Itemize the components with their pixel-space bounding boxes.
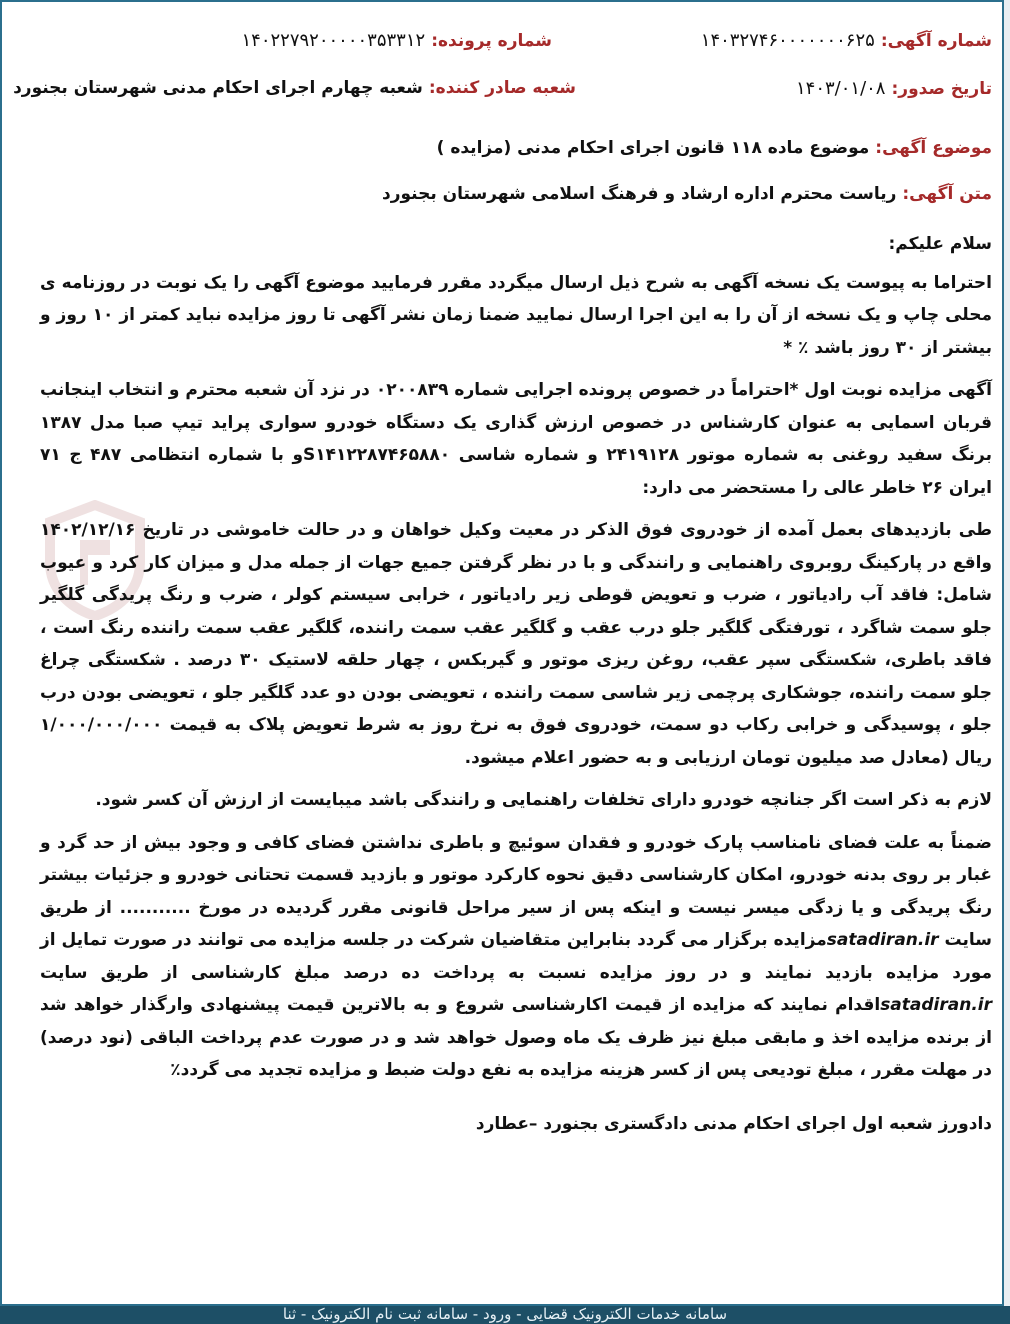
issue-date-row bbox=[796, 78, 992, 99]
site-link-1[interactable]: satadiran.ir bbox=[826, 930, 939, 950]
case-number-row bbox=[241, 30, 552, 51]
issuer-row bbox=[13, 78, 576, 98]
paragraph-violations: لازم به ذکر است اگر جنانچه خودرو دارای تخلفات راهنمایی و رانندگی باشد میبایست از ارزش آن کسر شود. bbox=[95, 790, 992, 810]
paragraph-case: آگهی مزایده نوبت اول *احتراماً در خصوص پرونده اجرایی شماره ۰۲۰۰۸۳۹ در نزد آن شعبه محترم و انتخاب اینجانب قربان اسمایی به عنوان کارشناس در خصوص ارزش گذاری یک دستگاه خودرو سواری پراید تیپ صبا مدل ۱۳۸۷ برنگ سفید روغنی به شماره موتور ۲۴۱۹۱۲۸ و شماره شاسی S۱۴۱۲۲۸۷۴۶۵۸۸۰و با شماره انتظامی ۴۸۷ ج ۷۱ ایران ۲۶ خاطر عالی را مستحضر می دارد: bbox=[40, 380, 992, 498]
case-number-label: شماره پرونده: bbox=[431, 31, 552, 51]
ad-number-label: شماره آگهی: bbox=[880, 31, 992, 51]
body-recipient: ریاست محترم اداره ارشاد و فرهنگ اسلامی شهرستان بجنورد bbox=[381, 184, 897, 204]
paragraph-conditions bbox=[40, 827, 992, 1087]
case-number: ۱۴۰۲۲۷۹۲۰۰۰۰۰۳۵۳۳۱۲ bbox=[241, 30, 426, 51]
ad-body bbox=[40, 228, 992, 1097]
paragraph-inspection: طی بازدیدهای بعمل آمده از خودروی فوق الذکر در معیت وکیل خواهان و در حالت خاموشی در تاریخ ۱۴۰۲/۱۲/۱۶ واقع در پارکینگ روبروی راهنمایی و رانندگی و با در نظر گرفتن جمیع جهات از جمله مدل و میزان کار کرد و عیوب شامل: فاقد آب رادیاتور ، ضرب و تعویض قوطی زیر رادیاتور ، خرابی سیستم کولر ، ضرب و رنگ پریدگی گلگیر جلو سمت شاگرد ، تورفتگی گلگیر جلو درب عقب و گلگیر عقب سمت راننده، گلگیر عقب سمت راننده رنگ است ، فاقد باطری، شکستگی سپر عقب، روغن ریزی موتور و گیربکس ، چهار حلقه لاستیک ۳۰ درصد . شکستگی چراغ جلو سمت راننده، جوشکاری پرچمی زیر شاسی سمت راننده ، تعویضی بودن دو عدد گلگیر جلو ، تعویضی بودن درب جلو ، پوسیدگی و خرابی رکاب دو سمت، خودروی فوق به نرخ روز به شرط تعویض پلاک به قیمت ۱/۰۰۰/۰۰۰/۰۰۰ ریال (معادل صد میلیون تومان ارزیابی و به حضور اعلام میشود. bbox=[40, 520, 992, 768]
body-label: متن آگهی: bbox=[902, 184, 992, 204]
issuer: شعبه چهارم اجرای احکام مدنی شهرستان بجنورد bbox=[13, 78, 423, 98]
body-recipient-row bbox=[382, 184, 992, 204]
paragraph-request: احتراما به پیوست یک نسخه آگهی به شرح ذیل ارسال میگردد مقرر فرمایید موضوع آگهی را یک نوبت در روزنامه ی محلی چاپ و یک نسخه از آن را به این اجرا ارسال نمایید ضمنا زمان نشر آگهی تا روز مزایده نباید کمتر از ۱۰ روز و بیشتر از ۳۰ روز باشد ٪ * bbox=[40, 272, 992, 358]
conditions-part-2: مزایده برگزار می گردد بنابراین متقاضیان شرکت در جلسه مزایده می توانند در صورت تمایل از مورد مزایده بازدید نمایند و در روز مزایده نسبت به پرداخت ده درصد مبلغ کارشناسی از طریق سایت bbox=[40, 930, 992, 983]
footer-bar bbox=[0, 1306, 1010, 1324]
issue-date: ۱۴۰۳/۰۱/۰۸ bbox=[796, 78, 886, 99]
subject-row bbox=[437, 138, 992, 158]
signature: دادورز شعبه اول اجرای احکام مدنی دادگستری بجنورد –عطارد bbox=[475, 1114, 992, 1134]
conditions-part-1: ضمناً به علت فضای نامناسب پارک خودرو و فقدان سوئیچ و باطری نداشتن فضای کافی و وجود بیش از حد گرد و غبار بر روی بدنه خودرو، امکان کارشناسی دقیق نحوه کارکرد موتور و بازدید قسمت تحتانی خودرو و جزئیات بیشتر رنگ پریدگی و یا زدگی میسر نیست و اینکه پس از سیر مراحل قانونی مقرر گردیده در مورخ ........... از طریق سایت bbox=[40, 832, 992, 950]
subject-label: موضوع آگهی: bbox=[875, 138, 992, 158]
conditions-part-3: اقدام نمایند که مزایده از قیمت اکارشناسی شروع و به بالاترین قیمت پیشنهادی وارگذار خواهد شد از برنده مزایده اخذ و مابقی مبلغ نیز ظرف یک ماه وصول خواهد شد و در صورت عدم پرداخت الباقی (نود درصد) در مهلت مقرر ، مبلغ تودیعی پس از کسر هزینه مزایده به نفع دولت ضبط و مزایده تجدید می گردد٪ bbox=[40, 995, 992, 1080]
issuer-label: شعبه صادر کننده: bbox=[428, 78, 576, 98]
subject: موضوع ماده ۱۱۸ قانون اجرای احکام مدنی (مزایده ) bbox=[436, 138, 870, 158]
ad-number-row bbox=[701, 30, 992, 51]
issue-date-label: تاریخ صدور: bbox=[891, 79, 992, 99]
ad-number: ۱۴۰۳۲۷۴۶۰۰۰۰۰۰۰۶۲۵ bbox=[700, 30, 875, 51]
footer-text[interactable]: سامانه خدمات الکترونیک قضایی - ورود - سامانه ثبت نام الکترونیک - ثنا bbox=[282, 1306, 728, 1323]
greeting: سلام علیکم: bbox=[888, 234, 992, 254]
site-link-2[interactable]: satadiran.ir bbox=[880, 995, 992, 1015]
scrollbar[interactable] bbox=[1004, 0, 1010, 1306]
